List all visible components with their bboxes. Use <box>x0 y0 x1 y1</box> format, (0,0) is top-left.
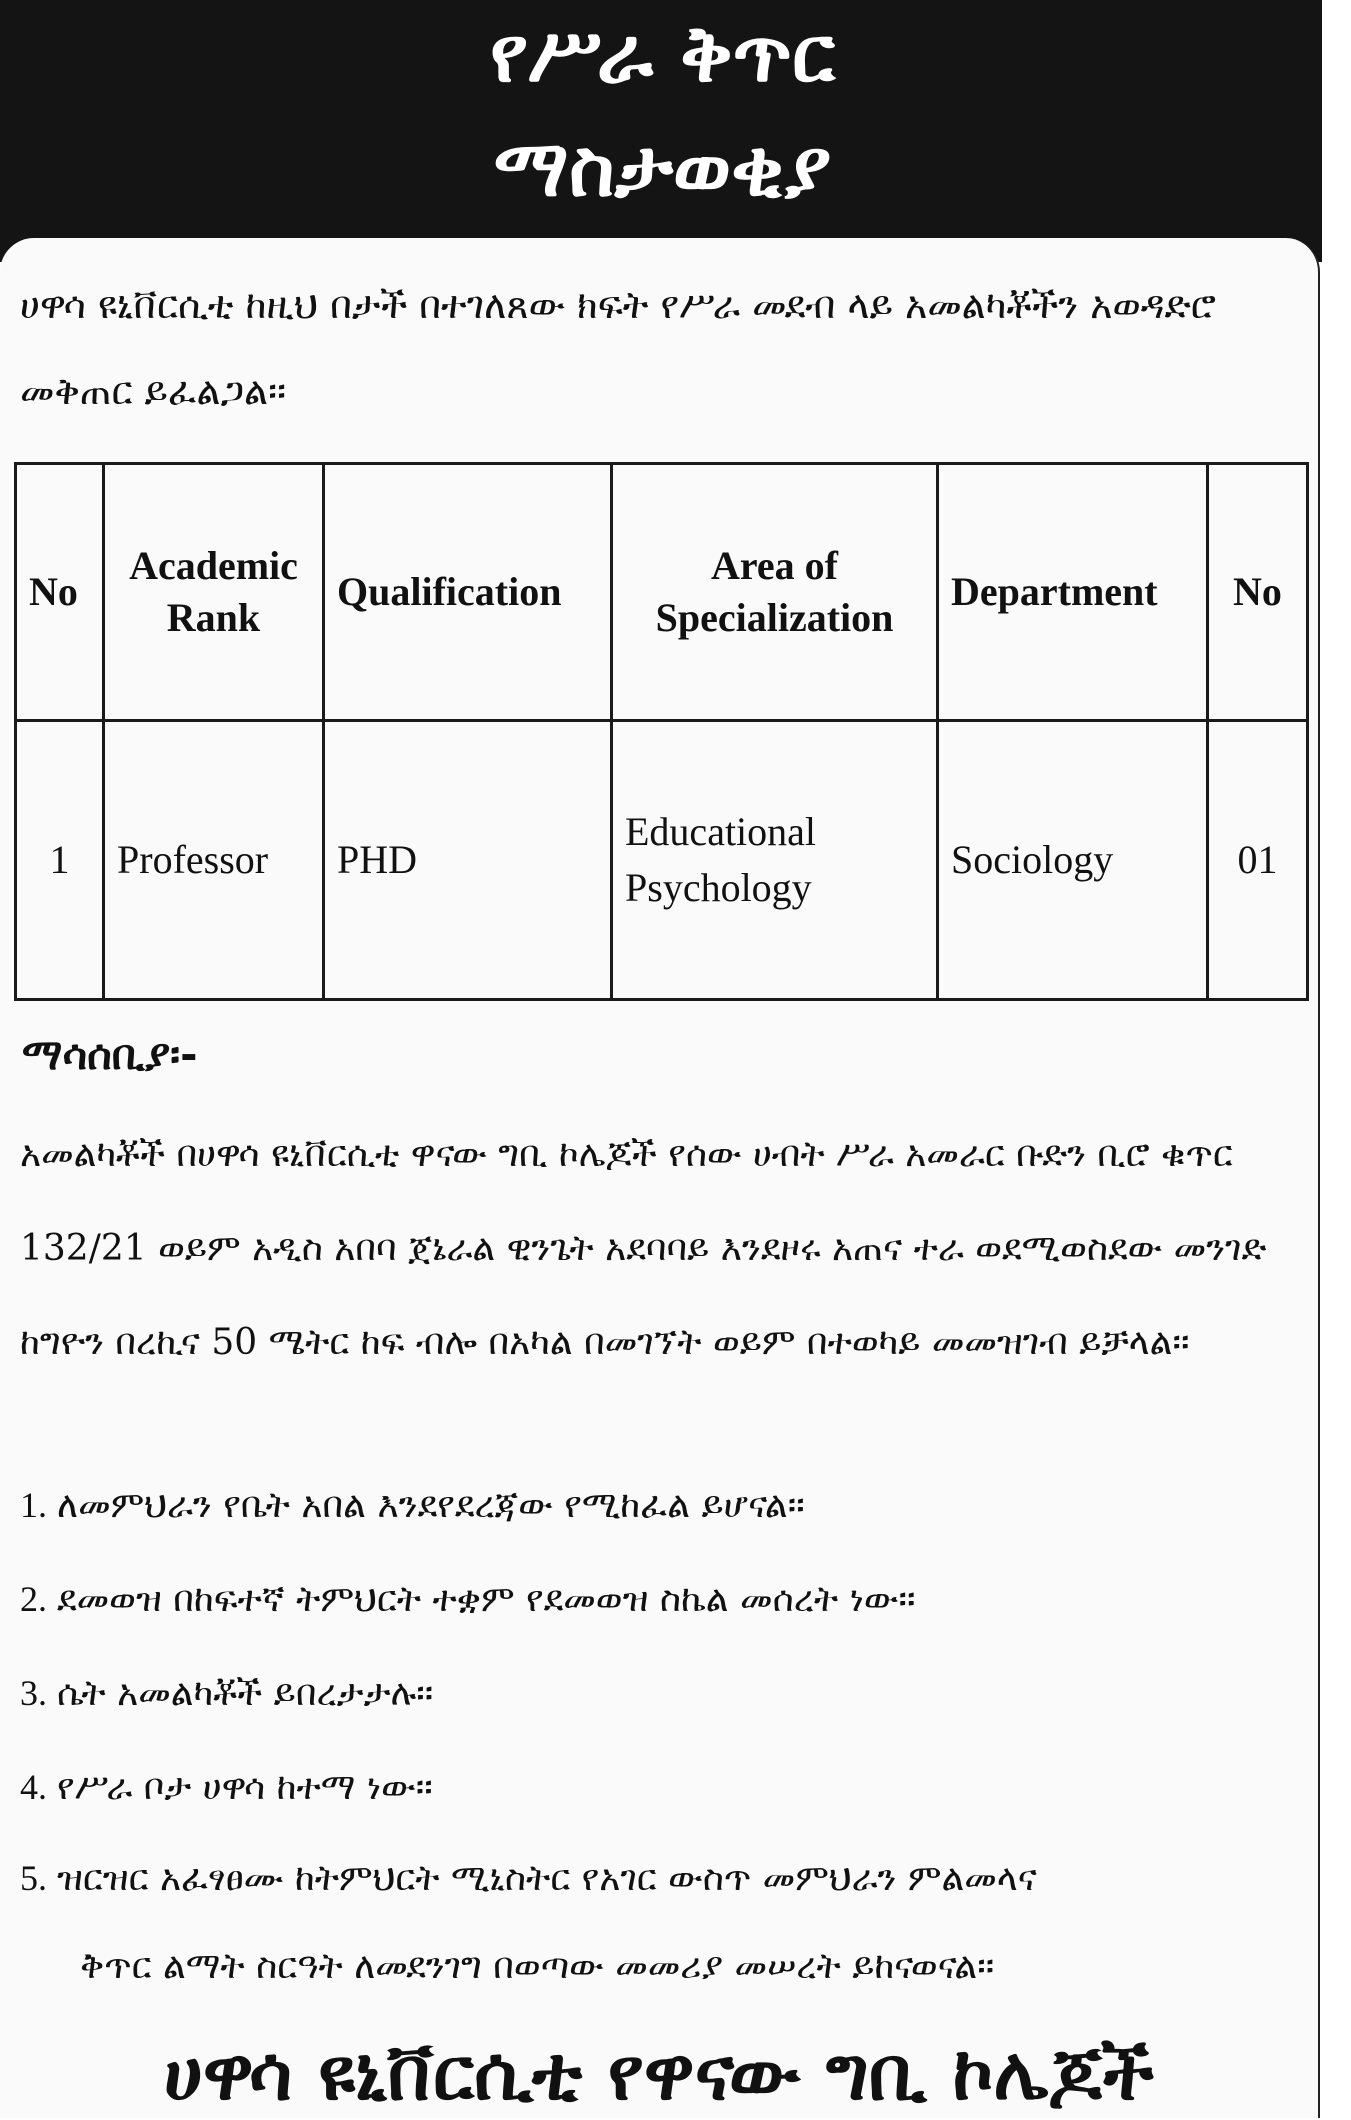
cell-department: Sociology <box>938 721 1208 1000</box>
table-header-row <box>16 464 1308 721</box>
header-no: No <box>16 464 104 721</box>
list-item <box>20 1552 1320 1646</box>
list-item-number: 1. <box>20 1485 47 1525</box>
list-item-number: 2. <box>20 1579 47 1619</box>
list-item-text: ለመምህራን የቤት አበል እንደየደረጃው የሚከፈል ይሆናል፡፡ <box>57 1485 805 1526</box>
list-item-continuation: ቅጥር ልማት ስርዓት ለመደንገግ በወጣው መመሪያ መሠረት ይከናወናል፡፡ <box>80 1946 995 1987</box>
footer-signature: ሀዋሳ ዩኒቨርሲቲ የዋናው ግቢ ኮሌጆች <box>164 2031 1154 2117</box>
list-item <box>20 1834 1320 2011</box>
header-quantity: No <box>1208 464 1308 721</box>
notes-paragraph: አመልካቾች በሀዋሳ ዩኒቨርሲቲ ዋናው ግቢ ኮሌጆች የሰው ሀብት ሥራ አመራር ቡድን ቢሮ ቁጥር 132/21 ወይም አዲስ አበባ ጀኔራል ዊንጌት አደባባይ እንደዞሩ አጠና ተራ ወደሚወስደው መንገድ ከግዮን በረኪና 50 ሜትር ከፍ ብሎ በአካል በመገኘት ወይም በተወካይ መመዝገብ ይቻላል፡፡ <box>20 1134 1267 1363</box>
list-item-number: 4. <box>20 1767 47 1807</box>
vacancy-table <box>14 462 1309 1001</box>
cell-qualification: PHD <box>324 721 612 1000</box>
list-item-text: ደመወዝ በከፍተኛ ትምህርት ተቋም የደመወዝ ስኬል መሰረት ነው፡፡ <box>57 1579 916 1620</box>
list-item-number: 3. <box>20 1673 47 1713</box>
header-banner <box>0 0 1325 262</box>
banner-title-line2: ማስታወቂያ <box>493 124 832 214</box>
list-item <box>20 1458 1320 1552</box>
list-item-number: 5. <box>20 1858 47 1898</box>
header-department: Department <box>938 464 1208 721</box>
cell-area-of-specialization: Educational Psychology <box>612 721 938 1000</box>
notes-list <box>20 1458 1320 2011</box>
list-item-text: ዝርዝር አፈፃፀሙ ከትምህርት ሚኒስትር የአገር ውስጥ መምህራን ምልመላና <box>57 1858 1037 1899</box>
cell-academic-rank: Professor <box>104 721 324 1000</box>
header-area-of-specialization: Area of Specialization <box>612 464 938 721</box>
list-item-text: ሴት አመልካቾች ይበረታታሉ፡፡ <box>57 1673 434 1714</box>
cell-no: 1 <box>16 721 104 1000</box>
scan-edge <box>1322 0 1351 2120</box>
intro-paragraph: ሀዋሳ ዩኒቨርሲቲ ከዚህ በታች በተገለጸው ክፍት የሥራ መደብ ላይ አመልካቾችን አወዳድሮ መቅጠር ይፈልጋል፡፡ <box>20 283 1216 413</box>
list-item-text: የሥራ ቦታ ሀዋሳ ከተማ ነው፡፡ <box>57 1767 433 1808</box>
notes-heading: ማሳሰቢያ፡- <box>22 1030 198 1079</box>
header-qualification: Qualification <box>324 464 612 721</box>
header-academic-rank: Academic Rank <box>104 464 324 721</box>
table-row <box>16 721 1308 1000</box>
list-item <box>20 1646 1320 1740</box>
banner-title-line1: የሥራ ቅጥር <box>489 10 836 100</box>
cell-quantity: 01 <box>1208 721 1308 1000</box>
list-item <box>20 1740 1320 1834</box>
